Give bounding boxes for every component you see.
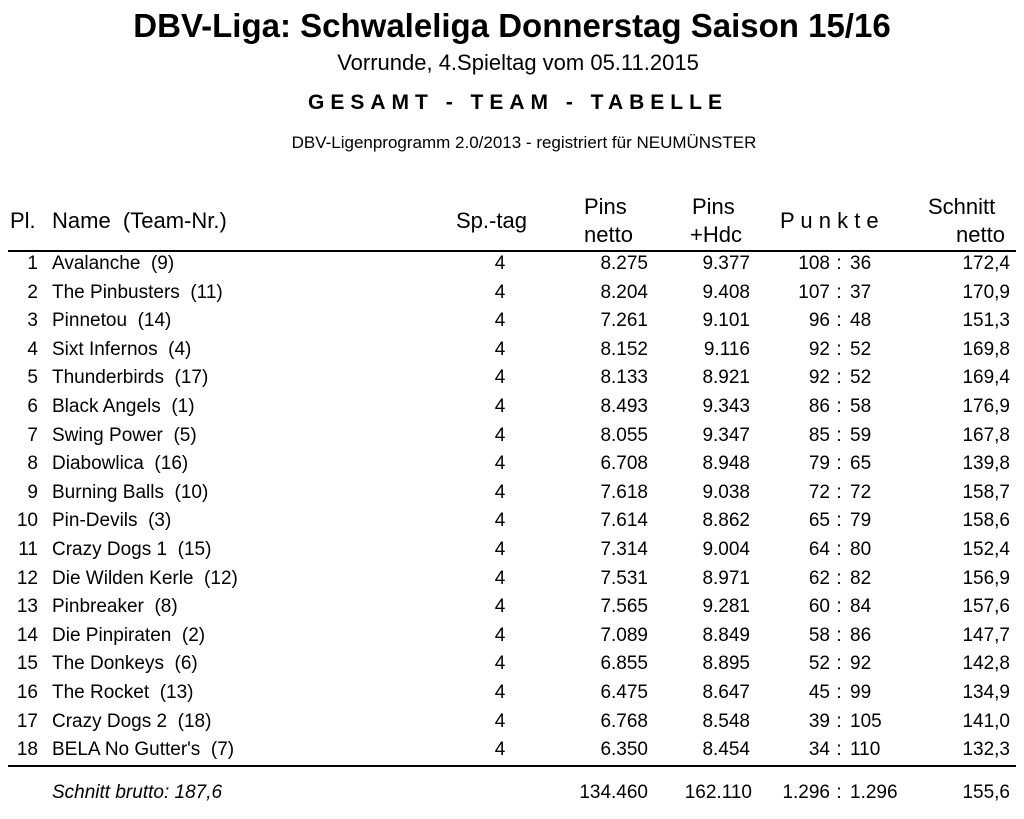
row-matchdays: 4: [494, 653, 506, 675]
row-matchdays: 4: [494, 624, 506, 646]
row-team-name: Die Pinpiraten (2): [52, 624, 206, 646]
table-row: [0, 393, 1024, 421]
row-average: 147,7: [962, 624, 1010, 646]
table-row: [0, 708, 1024, 736]
totals-label: Schnitt brutto: 187,6: [52, 782, 223, 803]
row-place: 1: [27, 253, 38, 274]
row-matchdays: 4: [494, 567, 506, 589]
row-team-name: Pinnetou (14): [52, 310, 172, 332]
row-points-colon: :: [836, 653, 842, 675]
row-team-name: Avalanche (9): [52, 253, 175, 274]
totals-row: [0, 778, 1024, 808]
table-row: [0, 250, 1024, 278]
row-points-colon: :: [836, 453, 842, 475]
row-average: 152,4: [962, 539, 1010, 560]
row-points-colon: :: [836, 396, 842, 417]
row-team-name: Crazy Dogs 2 (18): [52, 710, 212, 732]
row-average: 176,9: [962, 396, 1010, 417]
row-team-name: Pin-Devils (3): [52, 510, 172, 532]
row-points-colon: :: [836, 624, 842, 646]
row-matchdays: 4: [494, 310, 506, 332]
row-points-colon: :: [836, 338, 842, 360]
row-points-lost: 52: [850, 367, 872, 389]
row-points-lost: 79: [850, 510, 872, 532]
row-pins-netto: 7.089: [600, 624, 648, 646]
row-team-name: Crazy Dogs 1 (15): [52, 539, 212, 560]
table-row: [0, 736, 1024, 764]
row-place: 18: [16, 739, 38, 761]
row-pins-hdc: 8.454: [702, 739, 750, 761]
row-average: 132,3: [962, 739, 1010, 761]
row-team-name: Black Angels (1): [52, 396, 195, 417]
row-place: 15: [16, 653, 38, 675]
row-points-lost: 65: [850, 453, 872, 475]
row-pins-netto: 8.055: [600, 424, 648, 446]
row-pins-netto: 8.152: [600, 338, 648, 360]
row-matchdays: 4: [494, 682, 506, 703]
row-matchdays: 4: [494, 596, 506, 618]
row-points-won: 52: [808, 653, 830, 675]
program-info: DBV-Ligenprogramm 2.0/2013 - registriert für NEUMÜNSTER: [291, 133, 757, 152]
row-points-lost: 52: [850, 338, 872, 360]
row-pins-netto: 8.204: [600, 281, 648, 303]
col-header-punkte: P u n k t e: [780, 208, 879, 233]
row-pins-hdc: 8.647: [702, 682, 750, 703]
row-place: 5: [27, 367, 38, 389]
footer-rule: [8, 765, 1016, 767]
row-place: 2: [27, 281, 38, 303]
totals-points-won: 1.296: [782, 782, 830, 803]
row-place: 6: [27, 396, 38, 417]
row-points-lost: 48: [850, 310, 872, 332]
row-average: 158,7: [962, 481, 1010, 503]
row-pins-hdc: 8.862: [702, 510, 750, 532]
row-place: 16: [16, 682, 38, 703]
col-header-schnitt-top: Schnitt: [928, 194, 996, 219]
row-pins-hdc: 9.004: [702, 539, 750, 560]
row-points-colon: :: [836, 739, 842, 761]
table-row: [0, 307, 1024, 335]
row-place: 8: [27, 453, 38, 475]
row-points-lost: 110: [850, 739, 881, 761]
row-matchdays: 4: [494, 338, 506, 360]
row-pins-netto: 7.531: [600, 567, 648, 589]
row-points-colon: :: [836, 539, 842, 560]
row-pins-hdc: 9.101: [702, 310, 750, 332]
row-team-name: The Donkeys (6): [52, 653, 198, 675]
row-points-lost: 99: [850, 682, 872, 703]
row-points-colon: :: [836, 596, 842, 618]
totals-average: 155,6: [962, 782, 1010, 803]
row-pins-netto: 6.855: [600, 653, 648, 675]
row-points-won: 34: [808, 739, 830, 761]
page-subtitle: Vorrunde, 4.Spieltag vom 05.11.2015: [337, 50, 699, 75]
row-points-colon: :: [836, 281, 842, 303]
row-points-lost: 92: [850, 653, 872, 675]
row-team-name: Pinbreaker (8): [52, 596, 178, 618]
row-average: 141,0: [962, 710, 1010, 732]
col-header-pl: Pl.: [10, 208, 36, 233]
row-points-lost: 86: [850, 624, 872, 646]
col-header-pins-hdc-top: Pins: [692, 194, 735, 219]
row-pins-netto: 6.768: [600, 710, 648, 732]
row-points-lost: 58: [850, 396, 872, 417]
row-pins-netto: 7.261: [600, 310, 648, 332]
totals-points-lost: 1.296: [850, 782, 898, 803]
row-points-won: 92: [808, 338, 830, 360]
table-row: [0, 622, 1024, 650]
row-points-won: 39: [808, 710, 830, 732]
row-pins-hdc: 9.281: [702, 596, 750, 618]
row-team-name: BELA No Gutter's (7): [52, 739, 235, 761]
row-points-colon: :: [836, 481, 842, 503]
row-pins-hdc: 8.948: [702, 453, 750, 475]
table-row: [0, 336, 1024, 364]
totals-pins-netto: 134.460: [579, 782, 648, 803]
table-row: [0, 650, 1024, 678]
row-pins-netto: 7.314: [600, 539, 648, 560]
row-average: 139,8: [962, 453, 1010, 475]
row-average: 167,8: [962, 424, 1010, 446]
row-matchdays: 4: [494, 510, 506, 532]
row-points-won: 108: [798, 253, 830, 274]
row-team-name: Diabowlica (16): [52, 453, 189, 475]
section-heading: GESAMT - TEAM - TABELLE: [308, 91, 728, 114]
row-average: 142,8: [962, 653, 1010, 675]
row-points-lost: 105: [850, 710, 882, 732]
row-matchdays: 4: [494, 481, 506, 503]
row-points-colon: :: [836, 367, 842, 389]
row-average: 172,4: [962, 253, 1010, 274]
row-place: 9: [27, 481, 38, 503]
table-row: [0, 536, 1024, 564]
row-matchdays: 4: [494, 396, 506, 417]
row-matchdays: 4: [494, 424, 506, 446]
col-header-schnitt-bottom: netto: [956, 222, 1005, 247]
row-points-lost: 72: [850, 481, 872, 503]
row-points-lost: 82: [850, 567, 872, 589]
row-pins-netto: 6.475: [600, 682, 648, 703]
row-team-name: Sixt Infernos (4): [52, 338, 192, 360]
row-pins-netto: 8.493: [600, 396, 648, 417]
row-points-won: 92: [808, 367, 830, 389]
row-points-colon: :: [836, 682, 842, 703]
row-average: 157,6: [962, 596, 1010, 618]
row-pins-hdc: 9.038: [702, 481, 750, 503]
row-average: 169,4: [962, 367, 1010, 389]
row-matchdays: 4: [494, 367, 506, 389]
row-points-lost: 59: [850, 424, 872, 446]
page-title: DBV-Liga: Schwaleliga Donnerstag Saison 15/16: [133, 7, 891, 44]
row-points-won: 65: [808, 510, 830, 532]
row-pins-hdc: 8.548: [702, 710, 750, 732]
row-matchdays: 4: [494, 253, 506, 274]
row-points-won: 86: [808, 396, 830, 417]
row-average: 151,3: [962, 310, 1010, 332]
row-pins-netto: 7.614: [600, 510, 648, 532]
table-row: [0, 679, 1024, 707]
col-header-sptag: Sp.-tag: [456, 208, 527, 233]
row-points-won: 96: [808, 310, 830, 332]
row-points-won: 107: [798, 281, 830, 303]
row-points-won: 85: [808, 424, 830, 446]
row-points-colon: :: [836, 310, 842, 332]
row-team-name: The Pinbusters (11): [52, 281, 223, 303]
col-header-pins-netto-bottom: netto: [584, 222, 633, 247]
totals-points-colon: :: [836, 782, 842, 803]
row-place: 3: [27, 310, 38, 332]
row-points-colon: :: [836, 510, 842, 532]
row-place: 13: [16, 596, 38, 618]
row-pins-netto: 7.565: [600, 596, 648, 618]
row-place: 14: [16, 624, 38, 646]
row-team-name: The Rocket (13): [52, 682, 194, 703]
row-place: 12: [16, 567, 38, 589]
row-average: 169,8: [962, 338, 1010, 360]
row-points-won: 72: [808, 481, 830, 503]
row-matchdays: 4: [494, 739, 506, 761]
row-matchdays: 4: [494, 710, 506, 732]
row-team-name: Thunderbirds (17): [52, 367, 209, 389]
row-matchdays: 4: [494, 539, 506, 560]
row-points-won: 45: [808, 682, 830, 703]
row-points-won: 62: [808, 567, 830, 589]
table-row: [0, 279, 1024, 307]
row-points-lost: 36: [850, 253, 872, 274]
row-points-won: 58: [808, 624, 830, 646]
table-row: [0, 422, 1024, 450]
row-place: 7: [27, 424, 38, 446]
row-points-colon: :: [836, 424, 842, 446]
row-average: 158,6: [962, 510, 1010, 532]
table-row: [0, 450, 1024, 478]
row-team-name: Swing Power (5): [52, 424, 197, 446]
row-points-lost: 84: [850, 596, 872, 618]
row-place: 17: [16, 710, 38, 732]
row-matchdays: 4: [494, 281, 506, 303]
row-pins-netto: 6.708: [600, 453, 648, 475]
row-points-lost: 80: [850, 539, 872, 560]
row-points-colon: :: [836, 567, 842, 589]
row-points-lost: 37: [850, 281, 872, 303]
row-pins-hdc: 9.408: [702, 281, 750, 303]
col-header-pins-netto-top: Pins: [584, 194, 627, 219]
row-place: 10: [16, 510, 38, 532]
table-row: [0, 593, 1024, 621]
row-points-won: 79: [808, 453, 830, 475]
row-pins-netto: 8.133: [600, 367, 648, 389]
row-place: 11: [18, 539, 38, 560]
row-average: 170,9: [962, 281, 1010, 303]
row-pins-netto: 8.275: [600, 253, 648, 274]
row-pins-hdc: 8.849: [702, 624, 750, 646]
table-row: [0, 565, 1024, 593]
row-pins-hdc: 9.377: [702, 253, 750, 274]
col-header-pins-hdc-bottom: +Hdc: [690, 222, 742, 247]
row-matchdays: 4: [494, 453, 506, 475]
row-average: 156,9: [962, 567, 1010, 589]
row-pins-hdc: 9.343: [702, 396, 750, 417]
table-row: [0, 364, 1024, 392]
row-team-name: Burning Balls (10): [52, 481, 209, 503]
row-points-colon: :: [836, 253, 842, 274]
row-points-won: 64: [808, 539, 830, 560]
table-row: [0, 479, 1024, 507]
row-pins-hdc: 8.895: [702, 653, 750, 675]
col-header-name: Name (Team-Nr.): [52, 208, 227, 233]
totals-pins-hdc: 162.110: [684, 782, 752, 803]
row-team-name: Die Wilden Kerle (12): [52, 567, 238, 589]
row-pins-hdc: 9.116: [703, 338, 750, 360]
row-pins-netto: 6.350: [600, 739, 648, 761]
row-average: 134,9: [962, 682, 1010, 703]
row-pins-hdc: 8.921: [702, 367, 750, 389]
row-pins-netto: 7.618: [600, 481, 648, 503]
row-points-colon: :: [836, 710, 842, 732]
row-place: 4: [27, 338, 38, 360]
table-row: [0, 507, 1024, 535]
row-pins-hdc: 9.347: [702, 424, 750, 446]
row-points-won: 60: [808, 596, 830, 618]
row-pins-hdc: 8.971: [702, 567, 750, 589]
